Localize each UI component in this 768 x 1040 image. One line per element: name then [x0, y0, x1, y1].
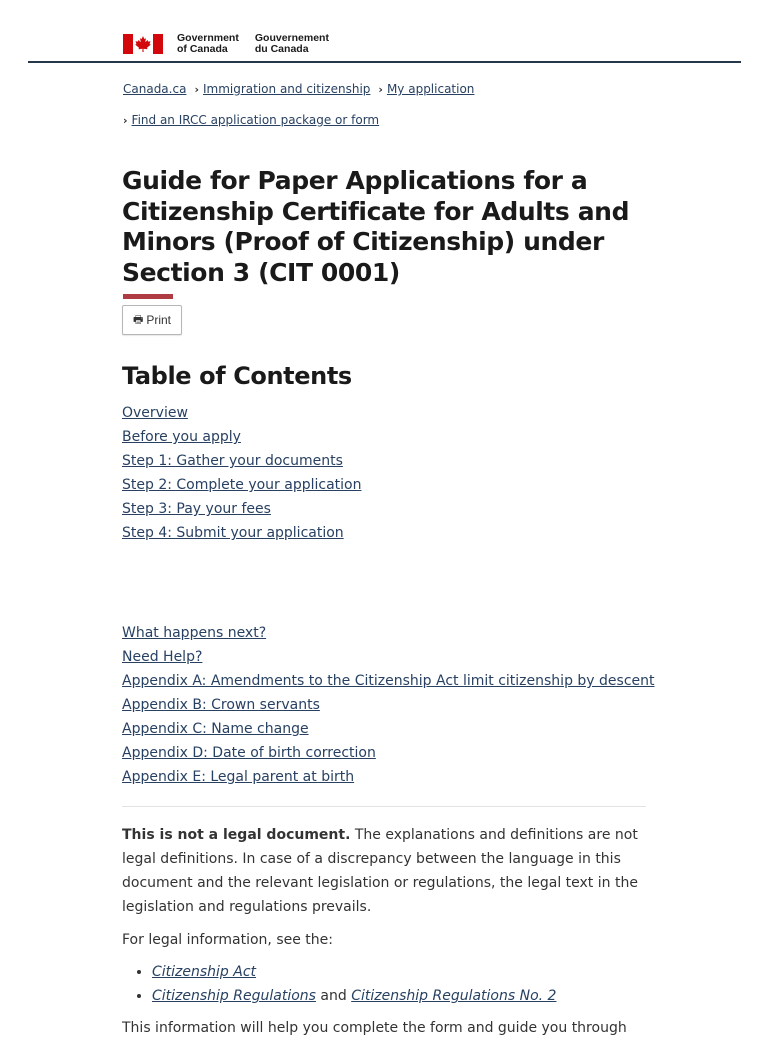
- sig-fr-line2: du Canada: [254, 43, 309, 55]
- site-header: [123, 33, 329, 55]
- government-signature[interactable]: [177, 33, 329, 55]
- toc-link-step-2[interactable]: Step 2: Complete your application: [122, 477, 362, 493]
- sig-en-line2: of Canada: [177, 43, 228, 55]
- breadcrumb-link-find-package[interactable]: Find an IRCC application package or form: [131, 113, 380, 127]
- toc-link-step-1[interactable]: Step 1: Gather your documents: [122, 453, 343, 469]
- print-button[interactable]: [122, 305, 182, 335]
- legal-links-list: [132, 960, 556, 1008]
- breadcrumb-link-my-application[interactable]: My application: [386, 82, 475, 96]
- toc-list-continued: [122, 621, 655, 789]
- breadcrumb-link-canada[interactable]: Canada.ca: [123, 82, 187, 96]
- page-title: Guide for Paper Applications for a Citizenship Certificate for Adults and Minors (Proof of Citizenship) under Section 3 (CIT 0001): [122, 166, 630, 287]
- chevron-right-icon: ›: [123, 113, 128, 127]
- print-label: Print: [146, 313, 172, 327]
- list-item: [152, 984, 556, 1008]
- legal-notice-text: The explanations and definitions are not legal definitions. In case of a discrepancy between the language in this document and the relevant legislation or regulations, the legal text in the legislation and regulations prevails.: [122, 827, 638, 915]
- title-underline: [123, 294, 173, 299]
- legal-notice: [122, 823, 652, 919]
- toc-list: [122, 401, 361, 545]
- sig-en-line1: Government: [177, 32, 239, 44]
- chevron-right-icon: ›: [378, 82, 383, 96]
- citizenship-regulations-2-link[interactable]: Citizenship Regulations No. 2: [351, 988, 557, 1004]
- chevron-right-icon: ›: [194, 82, 199, 96]
- toc-link-appendix-b[interactable]: Appendix B: Crown servants: [122, 697, 320, 713]
- list-item: [152, 960, 556, 984]
- toc-link-step-3[interactable]: Step 3: Pay your fees: [122, 501, 271, 517]
- toc-link-need-help[interactable]: Need Help?: [122, 649, 203, 665]
- section-divider: [122, 806, 646, 807]
- toc-link-appendix-c[interactable]: Appendix C: Name change: [122, 721, 309, 737]
- info-paragraph: This information will help you complete the form and guide you through: [122, 1020, 627, 1036]
- and-text: and: [315, 988, 352, 1004]
- toc-heading: Table of Contents: [122, 362, 352, 390]
- sig-fr-line1: Gouvernement: [254, 32, 329, 44]
- header-rule: [28, 61, 741, 63]
- toc-link-appendix-e[interactable]: Appendix E: Legal parent at birth: [122, 769, 355, 785]
- legal-intro: For legal information, see the:: [122, 932, 333, 948]
- breadcrumb-link-immigration[interactable]: Immigration and citizenship: [202, 82, 371, 96]
- breadcrumb: [123, 80, 474, 129]
- toc-link-appendix-a[interactable]: Appendix A: Amendments to the Citizenship Act limit citizenship by descent: [122, 673, 655, 689]
- legal-notice-bold: This is not a legal document.: [122, 827, 351, 843]
- citizenship-regulations-link[interactable]: Citizenship Regulations: [152, 988, 316, 1004]
- toc-link-step-4[interactable]: Step 4: Submit your application: [122, 525, 344, 541]
- canada-flag-icon[interactable]: [123, 34, 163, 54]
- printer-icon: 🖶: [132, 313, 144, 326]
- toc-link-appendix-d[interactable]: Appendix D: Date of birth correction: [122, 745, 376, 761]
- citizenship-act-link[interactable]: Citizenship Act: [152, 964, 257, 980]
- toc-link-overview[interactable]: Overview: [122, 405, 188, 421]
- toc-link-before-you-apply[interactable]: Before you apply: [122, 429, 241, 445]
- toc-link-what-happens-next[interactable]: What happens next?: [122, 625, 267, 641]
